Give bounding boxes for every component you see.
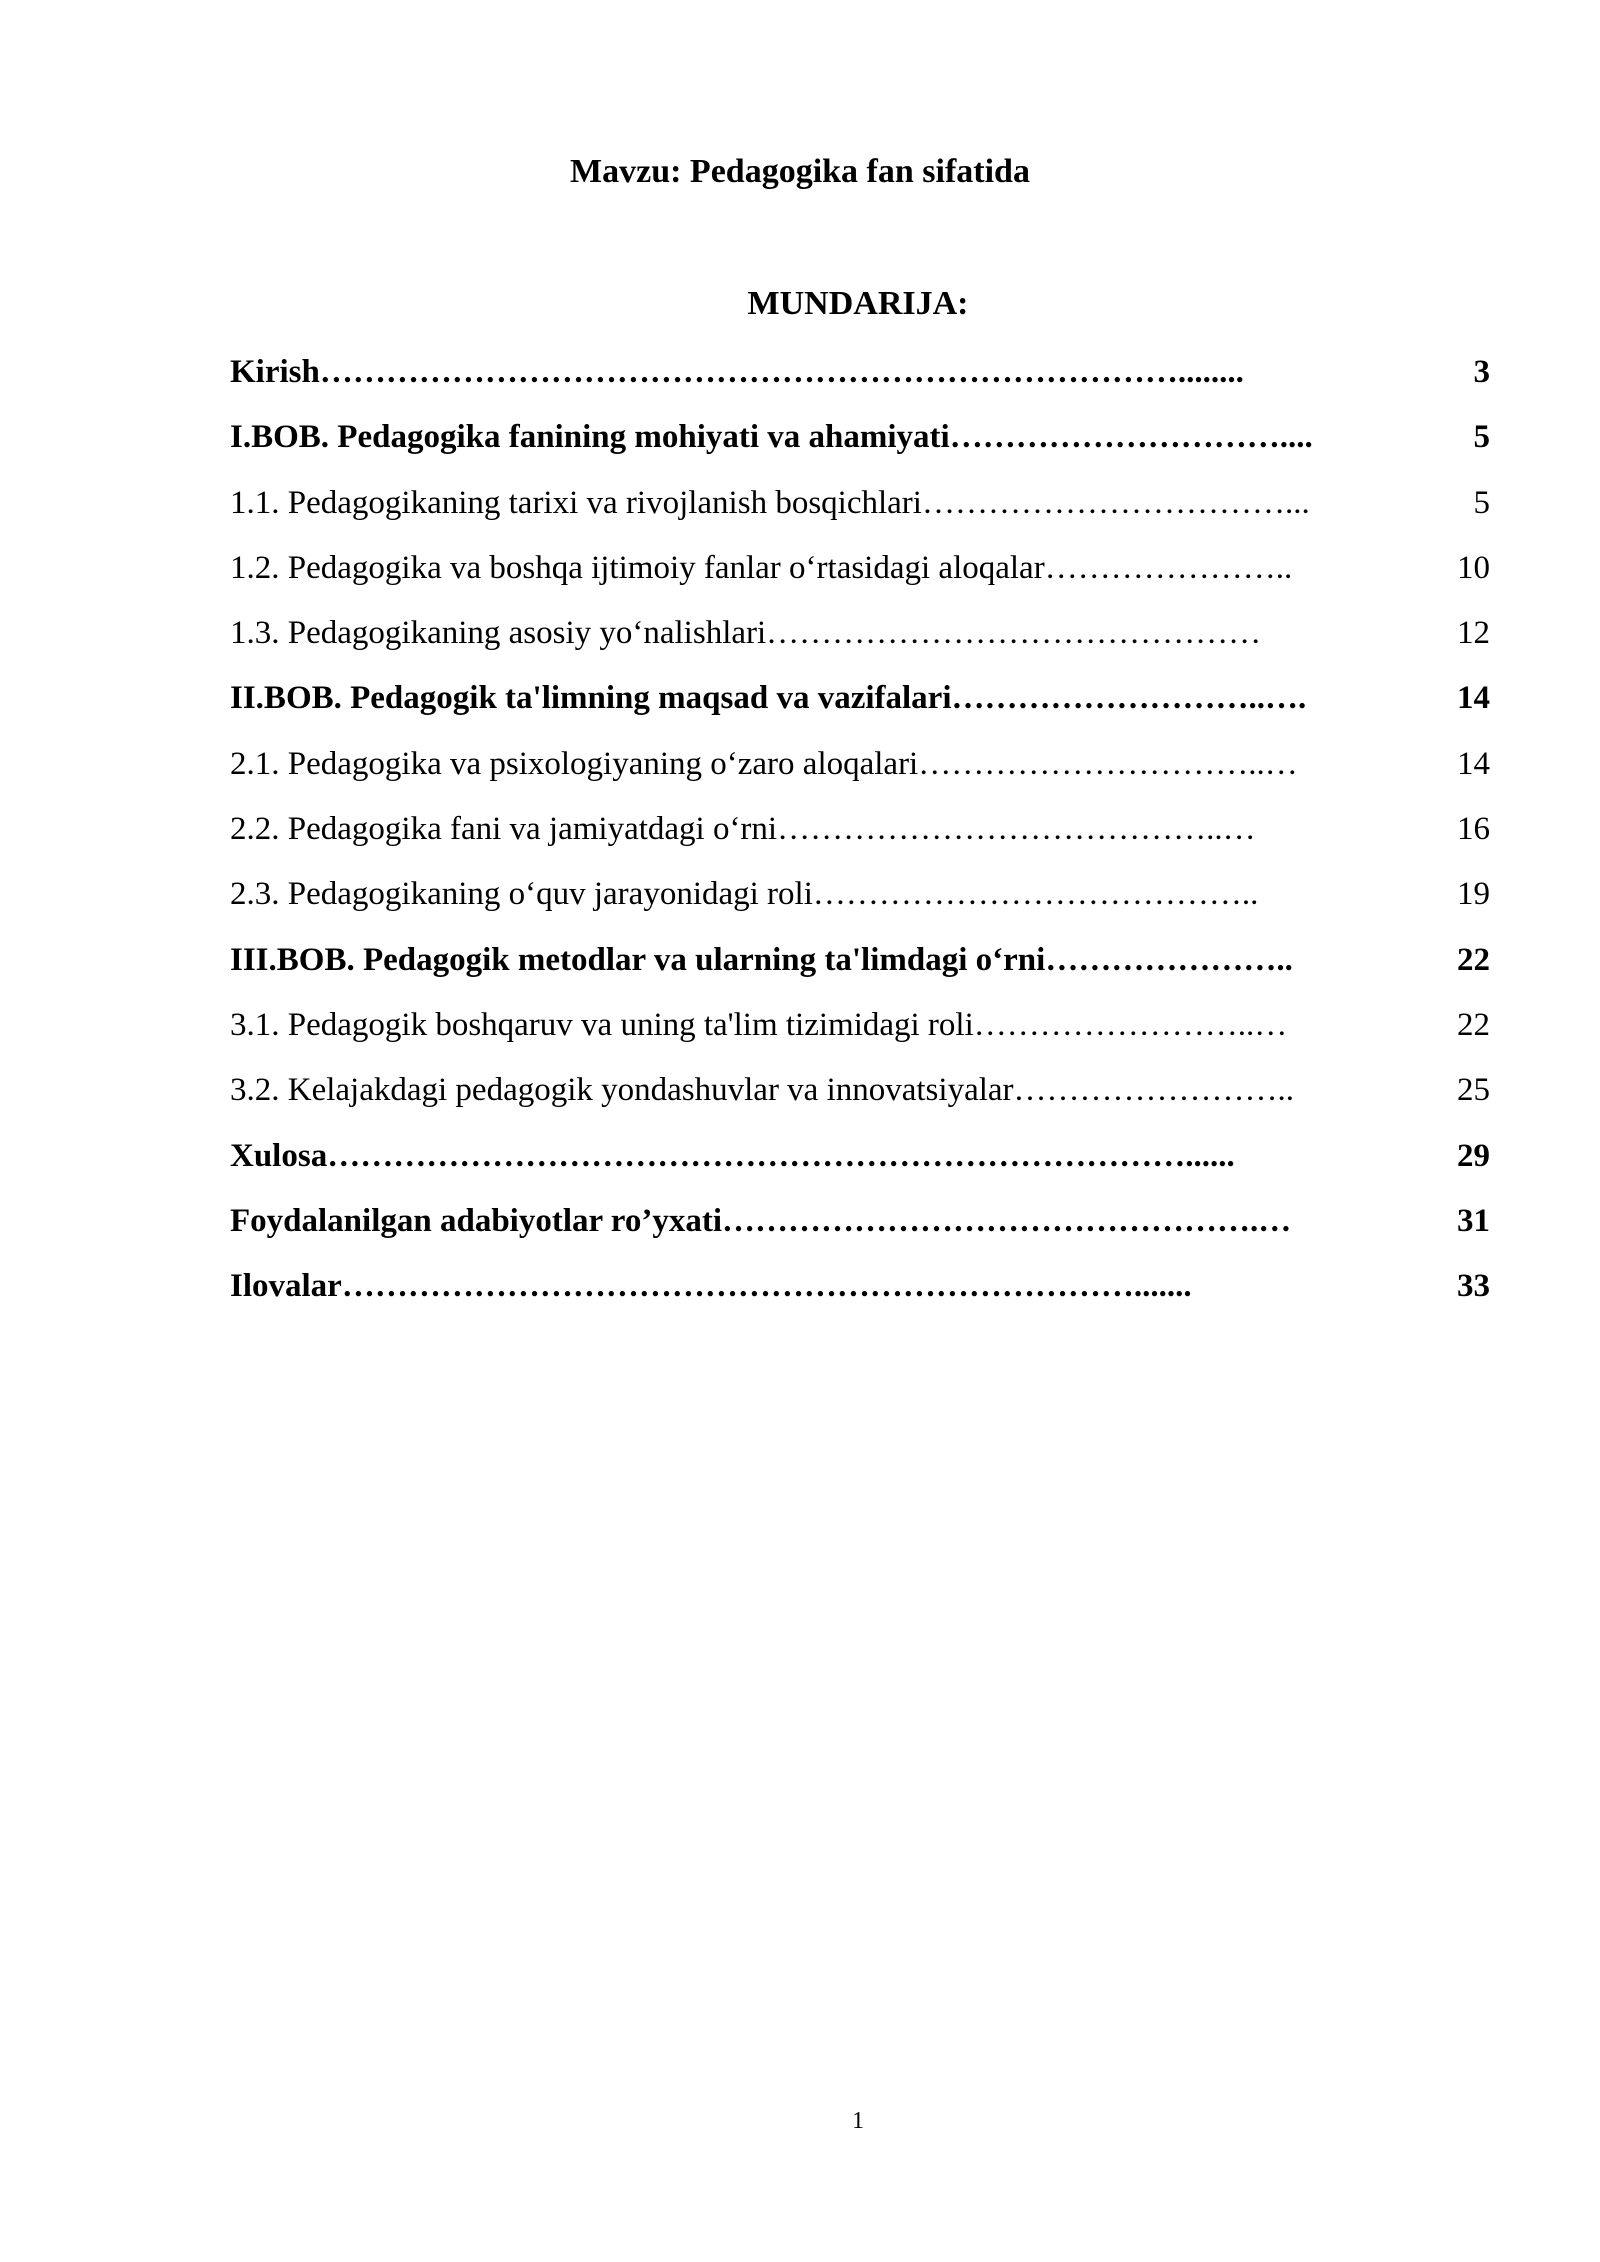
toc-entry-title: 1.3. Pedagogikaning asosiy yo‘nalishlari (230, 615, 767, 652)
table-of-contents (230, 348, 1490, 1327)
toc-entry-title: 2.2. Pedagogika fani va jamiyatdagi o‘rni (230, 811, 778, 848)
toc-entry (230, 413, 1490, 478)
toc-entry (230, 479, 1490, 544)
toc-entry-title: Foydalanilgan adabiyotlar ro’yxati (230, 1202, 723, 1239)
page-number: 1 (852, 2108, 864, 2134)
topic-title: Mavzu: Pedagogika fan sifatida (570, 153, 1030, 190)
toc-entry (230, 348, 1490, 413)
toc-entry-page: 12 (1457, 615, 1490, 652)
toc-entry (230, 805, 1490, 870)
toc-leader-dots: …………………….. (1013, 1072, 1295, 1109)
toc-entry-page: 22 (1457, 1006, 1490, 1043)
toc-leader-dots: ……………………………………… (766, 615, 1262, 652)
toc-entry-title: 2.3. Pedagogikaning o‘quv jarayonidagi roli (230, 876, 813, 913)
toc-entry-title: 3.2. Kelajakdagi pedagogik yondashuvlar va innovatsiyalar (230, 1072, 1014, 1109)
toc-leader-dots: ……………………..… (973, 1006, 1288, 1043)
toc-entry (230, 870, 1490, 935)
toc-entry (230, 1001, 1490, 1066)
toc-leader-dots: ………………………………………………………………....... (341, 1268, 1192, 1305)
toc-entry-page: 10 (1457, 549, 1490, 586)
toc-entry-page: 16 (1457, 811, 1490, 848)
toc-leader-dots: ………………….. (1044, 549, 1293, 586)
toc-entry-title: Ilovalar (230, 1268, 342, 1305)
toc-leader-dots: ……………………………... (921, 484, 1310, 521)
toc-entry-page: 5 (1473, 484, 1490, 521)
toc-entry-title: 3.1. Pedagogik boshqaruv va uning ta'lim tizimidagi roli (230, 1006, 974, 1043)
toc-entry (230, 1262, 1490, 1327)
toc-leader-dots: …………………………………..… (777, 811, 1256, 848)
toc-heading: MUNDARIJA: (747, 285, 969, 322)
toc-entry (230, 674, 1490, 739)
toc-entry (230, 609, 1490, 674)
toc-leader-dots: ………………………….... (949, 419, 1313, 456)
toc-entry-page: 33 (1457, 1268, 1490, 1305)
toc-entry-page: 25 (1457, 1072, 1490, 1109)
toc-entry-title: III.BOB. Pedagogik metodlar va ularning ta'limdagi o‘rni (230, 941, 1046, 978)
toc-leader-dots: ………………………………………….… (722, 1202, 1292, 1239)
toc-entry (230, 740, 1490, 805)
toc-entry-title: Kirish (230, 354, 320, 390)
toc-entry-title: 2.1. Pedagogika va psixologiyaning o‘zaro aloqalari (230, 745, 919, 782)
toc-entry-page: 19 (1457, 876, 1490, 913)
toc-entry-title: II.BOB. Pedagogik ta'limning maqsad va vazifalari (230, 680, 952, 717)
toc-entry-title: I.BOB. Pedagogika fanining mohiyati va ahamiyati (230, 419, 950, 456)
toc-entry (230, 936, 1490, 1001)
toc-entry-page: 31 (1457, 1202, 1490, 1239)
toc-entry-page: 3 (1473, 354, 1490, 390)
toc-entry (230, 1066, 1490, 1131)
toc-entry-page: 29 (1457, 1137, 1490, 1174)
toc-leader-dots: ……………………………………………………………………........ (319, 354, 1244, 390)
toc-leader-dots: ………………….. (1045, 941, 1293, 978)
toc-leader-dots: …………………………..… (918, 745, 1298, 782)
toc-entry (230, 544, 1490, 609)
toc-entry-title: Xulosa (230, 1137, 328, 1174)
toc-entry (230, 1197, 1490, 1262)
toc-entry-page: 22 (1457, 941, 1490, 978)
toc-entry-page: 14 (1457, 680, 1490, 717)
toc-entry-page: 14 (1457, 745, 1490, 782)
toc-entry (230, 1132, 1490, 1197)
toc-entry-title: 1.1. Pedagogikaning tarixi va rivojlanish bosqichlari (230, 484, 922, 521)
toc-leader-dots: ………………………………….. (812, 876, 1259, 913)
toc-leader-dots: ………………………..…. (951, 680, 1307, 717)
toc-entry-title: 1.2. Pedagogika va boshqa ijtimoiy fanlar o‘rtasidagi aloqalar (230, 549, 1045, 586)
toc-entry-page: 5 (1473, 419, 1490, 456)
toc-leader-dots: ……………………………………………………………………...... (327, 1137, 1235, 1174)
